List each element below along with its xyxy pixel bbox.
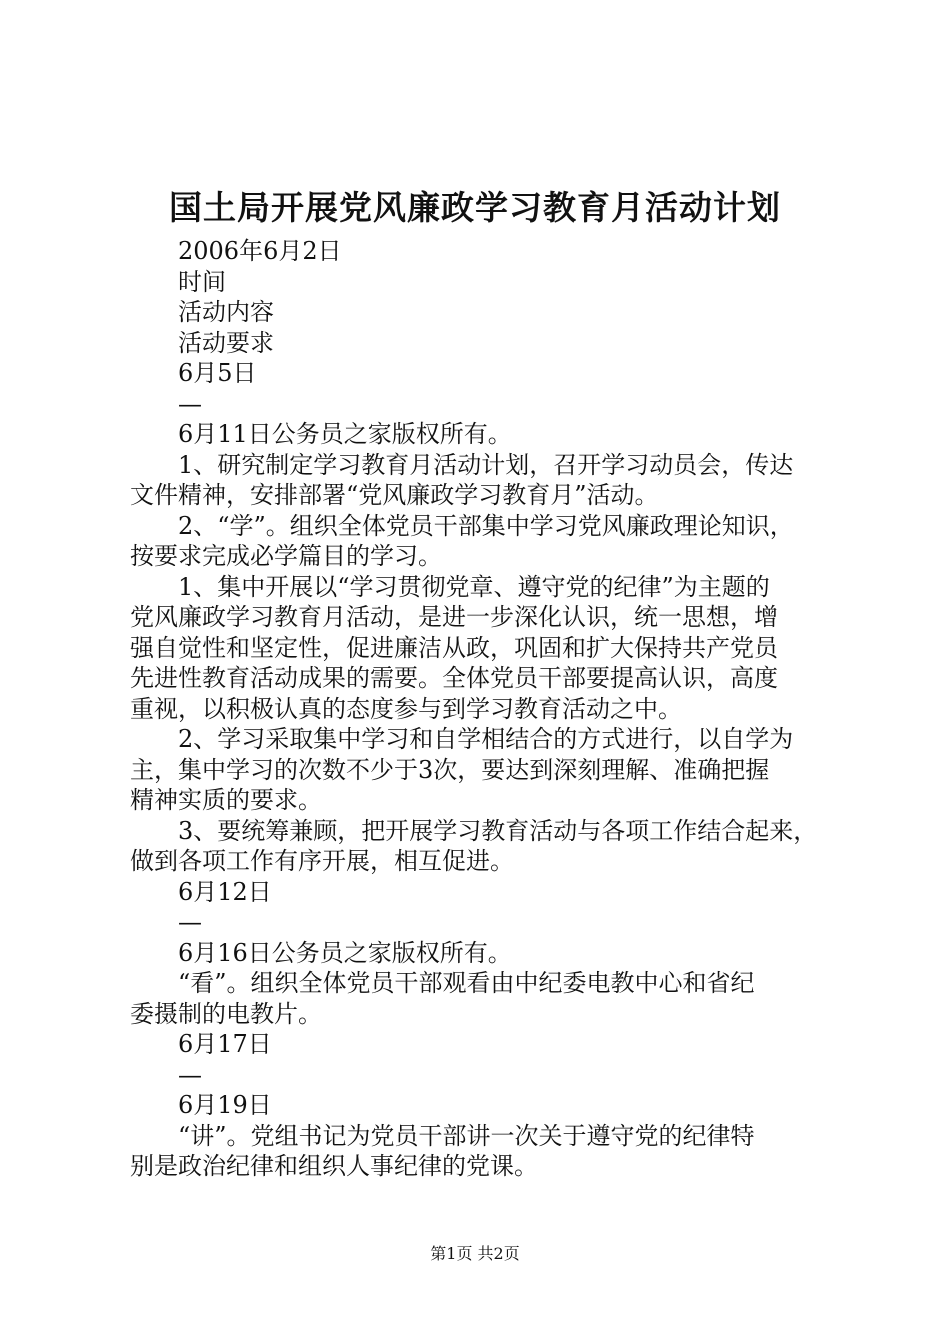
text-line: 2、“学”。组织全体党员干部集中学习党风廉政理论知识， <box>178 511 794 540</box>
text-line: 3、要统筹兼顾，把开展学习教育活动与各项工作结合起来， <box>178 816 818 845</box>
text-line: 6月19日 <box>178 1091 272 1119</box>
text-line: 委摄制的电教片。 <box>130 999 322 1028</box>
text-line: — <box>178 1060 202 1089</box>
text-line: 6月17日 <box>178 1030 272 1058</box>
text-line: 强自觉性和坚定性，促进廉洁从政，巩固和扩大保持共产党员 <box>130 633 778 662</box>
text-line: 活动内容 <box>178 298 274 326</box>
text-line: 2006年6月2日 <box>178 237 342 265</box>
text-line: 主，集中学习的次数不少于3次，要达到深刻理解、准确把握 <box>130 755 770 784</box>
text-line: 精神实质的要求。 <box>130 786 322 814</box>
text-line: 重视，以积极认真的态度参与到学习教育活动之中。 <box>130 694 682 723</box>
text-line: 按要求完成必学篇目的学习。 <box>130 542 442 570</box>
text-line: 1、研究制定学习教育月活动计划，召开学习动员会，传达 <box>178 450 794 479</box>
text-line: 文件精神，安排部署“党风廉政学习教育月”活动。 <box>130 481 659 509</box>
text-line: “看”。组织全体党员干部观看由中纪委电教中心和省纪 <box>178 969 755 997</box>
text-line: — <box>178 389 202 418</box>
text-line: 党风廉政学习教育月活动，是进一步深化认识，统一思想，增 <box>130 603 778 631</box>
text-line: 6月16日公务员之家版权所有。 <box>178 938 512 967</box>
text-line: 先进性教育活动成果的需要。全体党员干部要提高认识，高度 <box>130 664 778 692</box>
text-line: 活动要求 <box>178 328 274 357</box>
text-line: 2、学习采取集中学习和自学相结合的方式进行，以自学为 <box>178 725 794 753</box>
text-line: 做到各项工作有序开展，相互促进。 <box>130 847 514 875</box>
text-line: 1、集中开展以“学习贯彻党章、遵守党的纪律”为主题的 <box>178 572 770 601</box>
document-title: 国土局开展党风廉政学习教育月活动计划 <box>169 188 781 227</box>
text-line: 时间 <box>178 267 226 296</box>
page-footer: 第1页 共2页 <box>430 1244 520 1263</box>
text-line: 6月12日 <box>178 877 272 906</box>
text-line: “讲”。党组书记为党员干部讲一次关于遵守党的纪律特 <box>178 1121 755 1150</box>
document-body <box>130 236 850 1182</box>
text-line: 6月11日公务员之家版权所有。 <box>178 420 512 448</box>
text-line: — <box>178 908 202 936</box>
text-line: 6月5日 <box>178 359 257 387</box>
text-line: 别是政治纪律和组织人事纪律的党课。 <box>130 1152 538 1180</box>
